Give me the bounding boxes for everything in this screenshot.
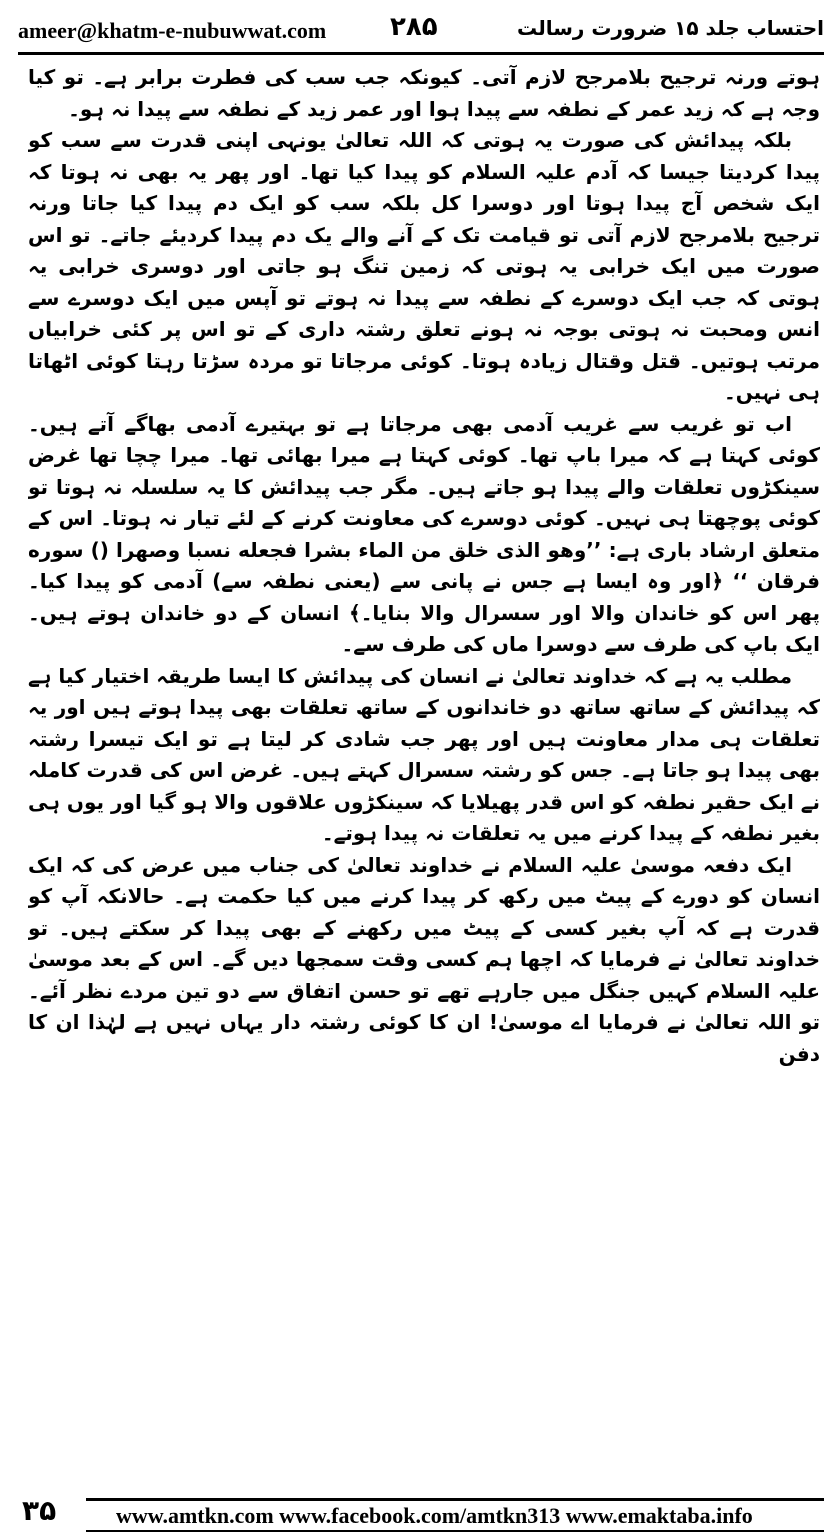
header-page-number: ۲۸۵ [390, 12, 438, 42]
paragraph: اب تو غریب سے غریب آدمی بھی مرجاتا ہے تو بہتیرے آدمی بھاگے آتے ہیں۔ کوئی کہتا ہے کہ میرا باپ تھا۔ کوئی کہتا ہے میرا بھائی تھا۔ میرا چچا تھا غرض سینکڑوں تعلقات والے پیدا ہو جاتے ہیں۔ مگر جب پیدائش کا یہ سلسلہ نہ ہوتا تو کوئی پوچھتا ہی نہیں۔ کوئی دوسرے کی معاونت کرنے کے لئے تیار نہ ہوتا۔ اس کے متعلق ارشاد باری ہے: ’’وهو الذی خلق من الماء بشرا فجعله نسبا وصهرا () سوره فرقان ‘‘ ﴿اور وہ ایسا ہے جس نے پانی سے (یعنی نطفہ سے) آدمی کو پیدا کیا۔ پھر اس کو خاندان والا اور سسرال والا بنایا۔﴾ انسان کے دو خاندان ہوتے ہیں۔ ایک باپ کی طرف سے دوسرا ماں کی طرف سے۔ [28, 411, 820, 656]
body-text [28, 62, 820, 1472]
paragraph: ہوتے ورنہ ترجیح بلامرجح لازم آتی۔ کیونکہ جب سب کی فطرت برابر ہے۔ تو کیا وجہ ہے کہ زید عمر کے نطفہ سے پیدا ہوا اور عمر زید کے نطفہ سے پیدا نہ ہو۔ [28, 65, 820, 121]
paragraph: بلکہ پیدائش کی صورت یہ ہوتی کہ اللہ تعالیٰ یونہی اپنی قدرت سے سب کو پیدا کردیتا جیسا کہ آدم علیہ السلام کو پیدا کیا تھا۔ اور پھر یہ بھی نہ ہوتا کہ ایک شخص آج پیدا ہوتا اور دوسرا کل بلکہ سب کو ایک دم پیدا کیا جاتا ورنہ ترجیح بلامرجح لازم آتی تو قیامت تک کے آنے والے یک دم پیدا کردیئے جاتے۔ تو اس صورت میں ایک خرابی یہ ہوتی کہ زمین تنگ ہو جاتی اور دوسری خرابی یہ ہوتی کہ جب ایک دوسرے کے نطفہ سے پیدا نہ ہوتے تو آپس میں ایک دوسرے سے انس ومحبت نہ ہوتی بوجہ نہ ہونے تعلق رشتہ داری کے تو اس پر کئی خرابیاں مرتب ہوتیں۔ قتل وقتال زیادہ ہوتا۔ کوئی مرجاتا تو مردہ سڑتا رہتا کوئی اٹھاتا ہی نہیں۔ [28, 128, 820, 404]
paragraph: مطلب یہ ہے کہ خداوند تعالیٰ نے انسان کی پیدائش کا ایسا طریقہ اختیار کیا ہے کہ پیدائش کے ساتھ ساتھ دو خاندانوں کے ساتھ تعلقات بھی پیدا ہوتے ہیں اور یہ تعلقات ہی مدار معاونت ہیں اور پھر جب شادی کر لیتا ہے تو ایک تیسرا رشتہ بھی پیدا ہو جاتا ہے۔ جس کو رشتہ سسرال کہتے ہیں۔ غرض اس کی قدرت کاملہ نے ایک حقیر نطفہ کو اس قدر پھیلایا کہ سینکڑوں علاقوں والا ہو گیا اور یوں ہی بغیر نطفہ کے پیدا کرنے میں یہ تعلقات نہ پیدا ہوتے۔ [28, 663, 820, 845]
page-header [18, 14, 824, 48]
page-footer [16, 1494, 824, 1534]
running-title: احتساب جلد ۱۵ ضرورت رسالت [517, 16, 824, 40]
footer-urls: www.amtkn.com www.facebook.com/amtkn313 www.emaktaba.info [116, 1503, 753, 1528]
footer-divider-top [86, 1498, 824, 1501]
header-divider [18, 52, 824, 55]
footer-page-number: ۳۵ [22, 1494, 57, 1527]
header-email: ameer@khatm-e-nubuwwat.com [18, 18, 327, 43]
footer-divider-bottom [86, 1530, 824, 1532]
paragraph: ایک دفعہ موسیٰ علیہ السلام نے خداوند تعالیٰ کی جناب میں عرض کی کہ ایک انسان کو دورے کے پیٹ میں رکھ کر پیدا کرنے میں کیا حکمت ہے۔ حالانکہ آپ کو قدرت ہے کہ آپ بغیر کسی کے پیٹ میں رکھنے کے بھی پیدا کر سکتے ہیں۔ تو خداوند تعالیٰ نے فرمایا کہ اچھا ہم کسی وقت سمجھا دیں گے۔ اس کے بعد موسیٰ علیہ السلام کہیں جنگل میں جارہے تھے تو حسن اتفاق سے دو تین مردے نظر آئے۔ تو اللہ تعالیٰ نے فرمایا اے موسیٰ! ان کا کوئی رشتہ دار یہاں نہیں ہے لہٰذا ان کا دفن [28, 852, 820, 1066]
